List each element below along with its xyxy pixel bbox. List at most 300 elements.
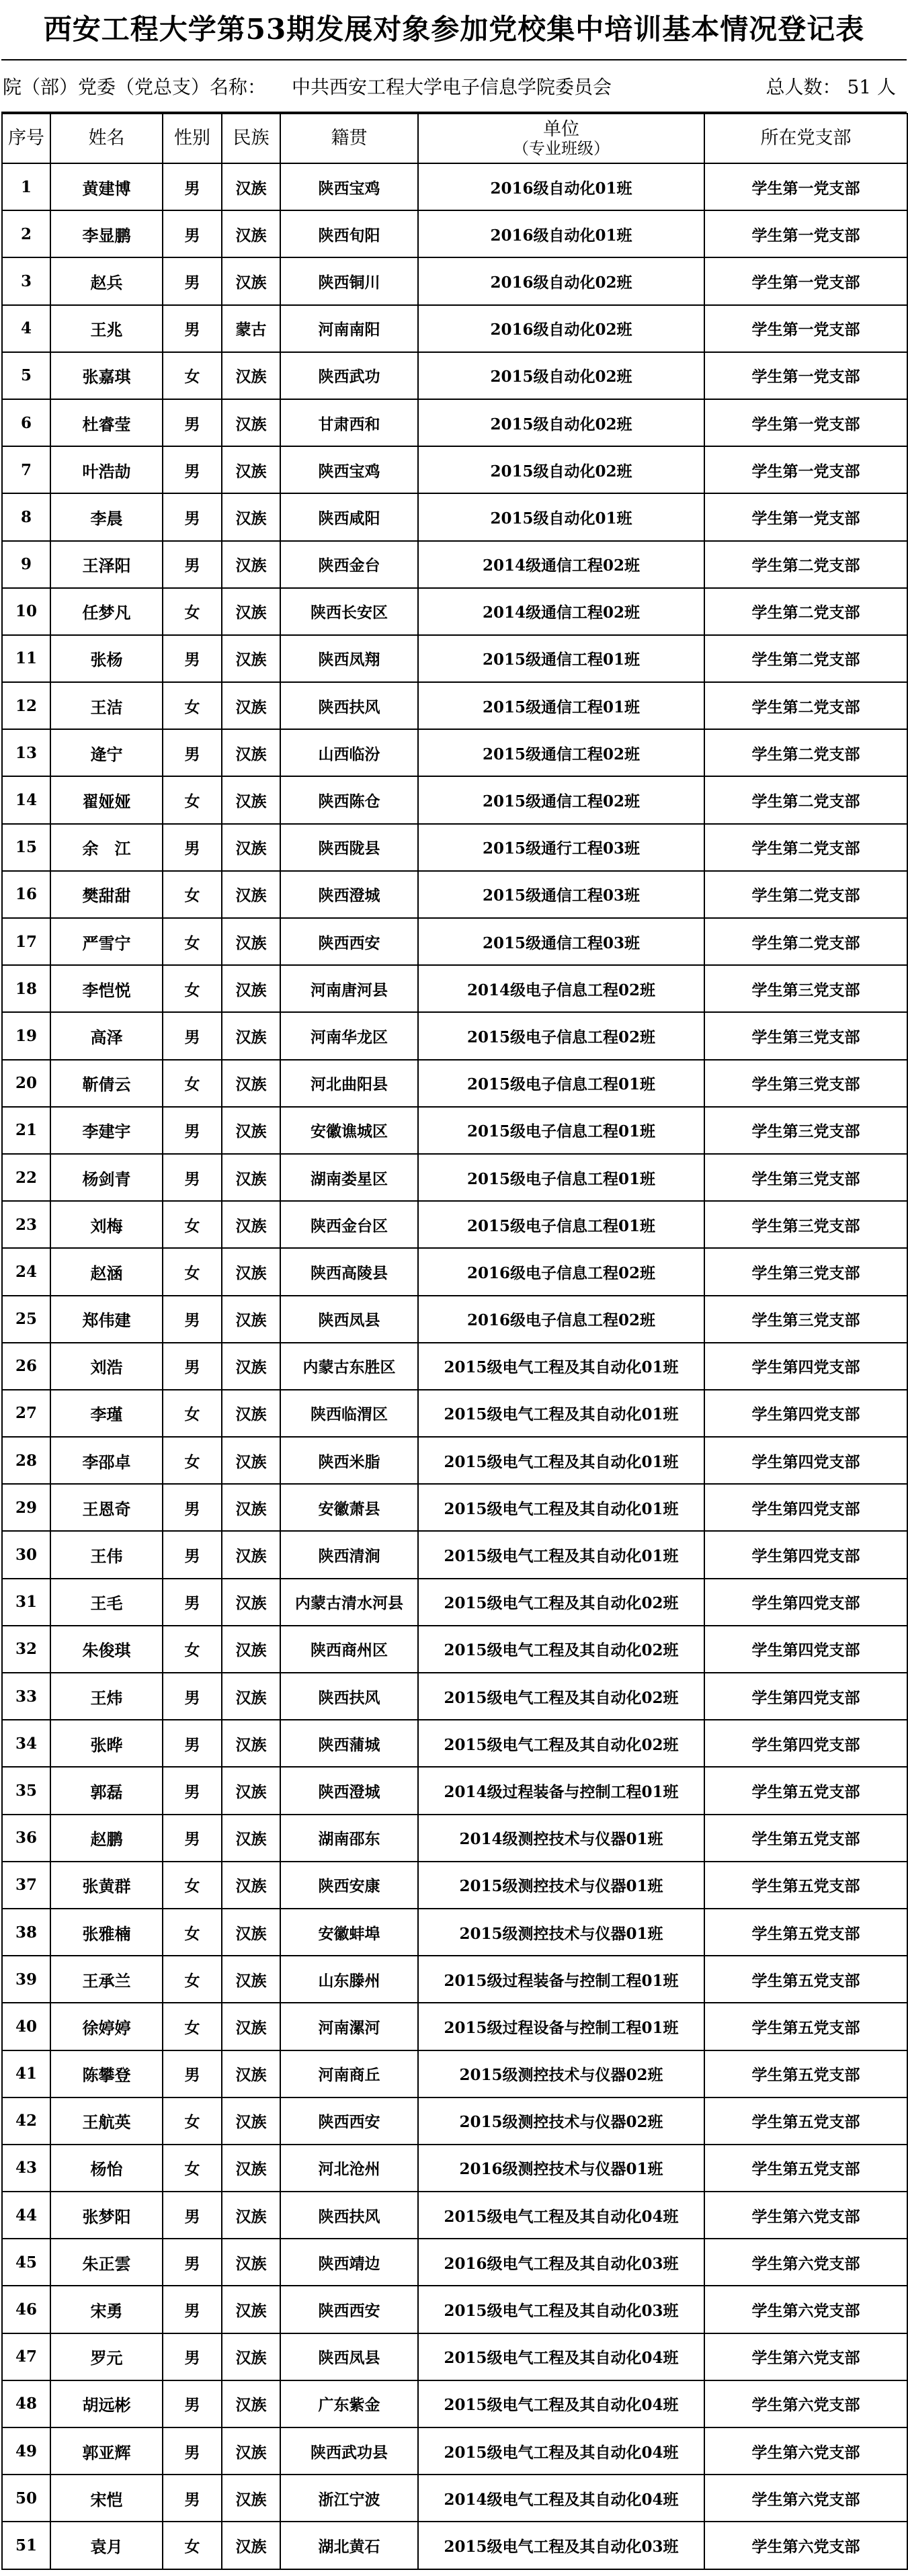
cell-sex: 男: [163, 493, 222, 540]
cell-no: 11: [2, 635, 50, 682]
cell-name: 高泽: [50, 1012, 163, 1059]
cell-ethnicity: 汉族: [222, 1012, 280, 1059]
table-row: [2, 635, 907, 682]
cell-origin: 湖南邵东: [280, 1815, 418, 1862]
cell-unit: 2015级测控技术与仪器02班: [418, 2097, 704, 2145]
table-row: [2, 210, 907, 257]
cell-unit: 2015级电气工程及其自动化04班: [418, 2333, 704, 2380]
cell-unit: 2015级通信工程02班: [418, 776, 704, 823]
cell-unit: 2015级电气工程及其自动化01班: [418, 1390, 704, 1437]
cell-sex: 女: [163, 1248, 222, 1295]
cell-unit: 2015级测控技术与仪器02班: [418, 2050, 704, 2097]
cell-sex: 女: [163, 871, 222, 918]
cell-ethnicity: 汉族: [222, 965, 280, 1012]
cell-ethnicity: 汉族: [222, 1154, 280, 1201]
cell-branch: 学生第一党支部: [704, 163, 907, 210]
cell-origin: 陕西蒲城: [280, 1720, 418, 1767]
table-row: [2, 1720, 907, 1767]
cell-ethnicity: 汉族: [222, 2050, 280, 2097]
cell-name: 余 江: [50, 824, 163, 871]
cell-name: 叶浩劼: [50, 446, 163, 493]
table-row: [2, 493, 907, 540]
cell-sex: 女: [163, 965, 222, 1012]
cell-no: 24: [2, 1248, 50, 1295]
cell-ethnicity: 汉族: [222, 1390, 280, 1437]
cell-no: 44: [2, 2192, 50, 2239]
cell-unit: 2015级电气工程及其自动化01班: [418, 1343, 704, 1390]
cell-sex: 女: [163, 2003, 222, 2050]
cell-ethnicity: 汉族: [222, 493, 280, 540]
cell-name: 王兆: [50, 305, 163, 352]
cell-origin: 陕西宝鸡: [280, 163, 418, 210]
cell-no: 48: [2, 2380, 50, 2427]
cell-ethnicity: 汉族: [222, 2427, 280, 2475]
cell-origin: 河南南阳: [280, 305, 418, 352]
cell-unit: 2016级自动化01班: [418, 210, 704, 257]
cell-branch: 学生第一党支部: [704, 210, 907, 257]
cell-sex: 男: [163, 2050, 222, 2097]
cell-origin: 河南漯河: [280, 2003, 418, 2050]
cell-name: 宋恺: [50, 2475, 163, 2522]
cell-branch: 学生第四党支部: [704, 1673, 907, 1720]
cell-origin: 陕西清涧: [280, 1531, 418, 1578]
cell-origin: 陕西米脂: [280, 1437, 418, 1484]
cell-unit: 2015级过程设备与控制工程01班: [418, 2003, 704, 2050]
cell-ethnicity: 汉族: [222, 1531, 280, 1578]
cell-branch: 学生第六党支部: [704, 2475, 907, 2522]
cell-name: 王恩奇: [50, 1484, 163, 1531]
cell-origin: 陕西西安: [280, 2097, 418, 2145]
cell-ethnicity: 汉族: [222, 541, 280, 588]
cell-name: 王毛: [50, 1579, 163, 1626]
cell-no: 34: [2, 1720, 50, 1767]
unit-name: 中共西安工程大学电子信息学院委员会: [292, 76, 612, 98]
cell-branch: 学生第二党支部: [704, 776, 907, 823]
cell-origin: 陕西临渭区: [280, 1390, 418, 1437]
cell-no: 29: [2, 1484, 50, 1531]
table-row: [2, 729, 907, 776]
table-row: [2, 1484, 907, 1531]
cell-branch: 学生第五党支部: [704, 1767, 907, 1814]
cell-unit: 2016级测控技术与仪器01班: [418, 2145, 704, 2192]
cell-origin: 河北曲阳县: [280, 1060, 418, 1107]
cell-ethnicity: 汉族: [222, 1720, 280, 1767]
header-sex: 性别: [163, 114, 222, 163]
cell-origin: 湖北黄石: [280, 2522, 418, 2569]
cell-unit: 2015级电气工程及其自动化04班: [418, 2380, 704, 2427]
cell-no: 21: [2, 1107, 50, 1154]
cell-no: 45: [2, 2239, 50, 2286]
cell-sex: 男: [163, 2475, 222, 2522]
cell-branch: 学生第二党支部: [704, 541, 907, 588]
cell-unit: 2015级通信工程03班: [418, 871, 704, 918]
cell-unit: 2015级电气工程及其自动化02班: [418, 1673, 704, 1720]
cell-no: 2: [2, 210, 50, 257]
table-row: [2, 965, 907, 1012]
cell-sex: 男: [163, 210, 222, 257]
cell-origin: 陕西凤翔: [280, 635, 418, 682]
cell-sex: 男: [163, 2380, 222, 2427]
cell-ethnicity: 汉族: [222, 1673, 280, 1720]
cell-ethnicity: 汉族: [222, 871, 280, 918]
cell-no: 16: [2, 871, 50, 918]
table-row: [2, 1626, 907, 1673]
cell-ethnicity: 汉族: [222, 1767, 280, 1814]
cell-no: 28: [2, 1437, 50, 1484]
cell-sex: 女: [163, 918, 222, 965]
table-row: [2, 2475, 907, 2522]
cell-origin: 陕西武功: [280, 352, 418, 399]
page-title: 西安工程大学第53期发展对象参加党校集中培训基本情况登记表: [43, 13, 865, 46]
table-row: [2, 1390, 907, 1437]
cell-branch: 学生第四党支部: [704, 1343, 907, 1390]
cell-unit: 2015级通信工程01班: [418, 682, 704, 729]
cell-ethnicity: 汉族: [222, 2192, 280, 2239]
cell-origin: 山东滕州: [280, 1956, 418, 2003]
cell-branch: 学生第四党支部: [704, 1437, 907, 1484]
table-row: [2, 682, 907, 729]
table-row: [2, 1909, 907, 1956]
cell-ethnicity: 蒙古: [222, 305, 280, 352]
cell-sex: 男: [163, 2192, 222, 2239]
cell-branch: 学生第五党支部: [704, 1909, 907, 1956]
cell-ethnicity: 汉族: [222, 635, 280, 682]
cell-unit: 2015级电子信息工程01班: [418, 1201, 704, 1248]
table-row: [2, 2286, 907, 2333]
cell-name: 李晨: [50, 493, 163, 540]
cell-ethnicity: 汉族: [222, 2003, 280, 2050]
cell-no: 4: [2, 305, 50, 352]
cell-name: 朱正雲: [50, 2239, 163, 2286]
cell-branch: 学生第二党支部: [704, 635, 907, 682]
table-row: [2, 1815, 907, 1862]
cell-branch: 学生第二党支部: [704, 871, 907, 918]
table-row: [2, 2427, 907, 2475]
cell-origin: 内蒙古东胜区: [280, 1343, 418, 1390]
table-row: [2, 824, 907, 871]
cell-sex: 男: [163, 729, 222, 776]
cell-branch: 学生第三党支部: [704, 1012, 907, 1059]
cell-unit: 2015级通信工程03班: [418, 918, 704, 965]
cell-origin: 陕西金台: [280, 541, 418, 588]
cell-sex: 男: [163, 635, 222, 682]
cell-origin: 安徽萧县: [280, 1484, 418, 1531]
cell-unit: 2014级电子信息工程02班: [418, 965, 704, 1012]
cell-origin: 陕西凤县: [280, 1296, 418, 1343]
cell-ethnicity: 汉族: [222, 1437, 280, 1484]
cell-branch: 学生第三党支部: [704, 1248, 907, 1295]
cell-sex: 男: [163, 1107, 222, 1154]
cell-origin: 陕西澄城: [280, 871, 418, 918]
cell-name: 张晔: [50, 1720, 163, 1767]
cell-no: 43: [2, 2145, 50, 2192]
cell-branch: 学生第六党支部: [704, 2333, 907, 2380]
table-row: [2, 776, 907, 823]
cell-unit: 2016级自动化02班: [418, 305, 704, 352]
cell-ethnicity: 汉族: [222, 2145, 280, 2192]
cell-no: 13: [2, 729, 50, 776]
cell-ethnicity: 汉族: [222, 1248, 280, 1295]
cell-sex: 男: [163, 1720, 222, 1767]
cell-name: 刘浩: [50, 1343, 163, 1390]
table-row: [2, 1767, 907, 1814]
cell-name: 任梦凡: [50, 588, 163, 635]
cell-name: 李恺悦: [50, 965, 163, 1012]
cell-name: 张黄群: [50, 1862, 163, 1909]
cell-unit: 2015级电子信息工程02班: [418, 1012, 704, 1059]
cell-sex: 男: [163, 163, 222, 210]
cell-ethnicity: 汉族: [222, 1107, 280, 1154]
cell-name: 李显鹏: [50, 210, 163, 257]
cell-unit: 2015级电气工程及其自动化01班: [418, 1484, 704, 1531]
info-bar: [1, 59, 907, 113]
cell-name: 王炜: [50, 1673, 163, 1720]
cell-unit: 2014级测控技术与仪器01班: [418, 1815, 704, 1862]
cell-unit: 2015级电气工程及其自动化02班: [418, 1626, 704, 1673]
cell-origin: 湖南娄星区: [280, 1154, 418, 1201]
cell-sex: 女: [163, 1201, 222, 1248]
cell-origin: 河南唐河县: [280, 965, 418, 1012]
cell-no: 14: [2, 776, 50, 823]
cell-branch: 学生第三党支部: [704, 965, 907, 1012]
cell-origin: 陕西宝鸡: [280, 446, 418, 493]
cell-branch: 学生第二党支部: [704, 588, 907, 635]
cell-ethnicity: 汉族: [222, 2286, 280, 2333]
cell-no: 50: [2, 2475, 50, 2522]
cell-name: 宋勇: [50, 2286, 163, 2333]
cell-no: 47: [2, 2333, 50, 2380]
cell-name: 逄宁: [50, 729, 163, 776]
cell-ethnicity: 汉族: [222, 2475, 280, 2522]
cell-branch: 学生第六党支部: [704, 2192, 907, 2239]
cell-ethnicity: 汉族: [222, 824, 280, 871]
cell-name: 刘梅: [50, 1201, 163, 1248]
cell-ethnicity: 汉族: [222, 163, 280, 210]
cell-sex: 女: [163, 1862, 222, 1909]
cell-name: 王泽阳: [50, 541, 163, 588]
table-row: [2, 1673, 907, 1720]
cell-no: 20: [2, 1060, 50, 1107]
cell-ethnicity: 汉族: [222, 446, 280, 493]
cell-branch: 学生第五党支部: [704, 1815, 907, 1862]
cell-ethnicity: 汉族: [222, 1343, 280, 1390]
cell-origin: 河南商丘: [280, 2050, 418, 2097]
cell-ethnicity: 汉族: [222, 729, 280, 776]
cell-name: 张嘉琪: [50, 352, 163, 399]
cell-name: 杜睿莹: [50, 399, 163, 446]
cell-sex: 女: [163, 682, 222, 729]
table-row: [2, 352, 907, 399]
cell-name: 张杨: [50, 635, 163, 682]
cell-no: 41: [2, 2050, 50, 2097]
cell-branch: 学生第五党支部: [704, 2145, 907, 2192]
cell-sex: 女: [163, 776, 222, 823]
cell-unit: 2015级电气工程及其自动化02班: [418, 1720, 704, 1767]
cell-no: 37: [2, 1862, 50, 1909]
cell-sex: 女: [163, 1437, 222, 1484]
cell-origin: 河北沧州: [280, 2145, 418, 2192]
table-row: [2, 2380, 907, 2427]
table-row: [2, 2522, 907, 2569]
cell-no: 26: [2, 1343, 50, 1390]
cell-branch: 学生第六党支部: [704, 2380, 907, 2427]
cell-origin: 陕西铜川: [280, 257, 418, 304]
cell-sex: 男: [163, 541, 222, 588]
table-row: [2, 1201, 907, 1248]
cell-no: 46: [2, 2286, 50, 2333]
cell-origin: 河南华龙区: [280, 1012, 418, 1059]
cell-no: 31: [2, 1579, 50, 1626]
table-row: [2, 2145, 907, 2192]
cell-ethnicity: 汉族: [222, 2097, 280, 2145]
cell-ethnicity: 汉族: [222, 2239, 280, 2286]
cell-no: 39: [2, 1956, 50, 2003]
cell-unit: 2015级电气工程及其自动化04班: [418, 2427, 704, 2475]
cell-branch: 学生第三党支部: [704, 1296, 907, 1343]
cell-sex: 男: [163, 257, 222, 304]
cell-origin: 陕西长安区: [280, 588, 418, 635]
header-origin: 籍贯: [280, 114, 418, 163]
cell-ethnicity: 汉族: [222, 588, 280, 635]
cell-ethnicity: 汉族: [222, 918, 280, 965]
cell-ethnicity: 汉族: [222, 1626, 280, 1673]
cell-ethnicity: 汉族: [222, 1815, 280, 1862]
cell-unit: 2015级自动化02班: [418, 352, 704, 399]
cell-branch: 学生第一党支部: [704, 493, 907, 540]
table-header-row: [2, 114, 907, 163]
cell-branch: 学生第四党支部: [704, 1390, 907, 1437]
cell-name: 樊甜甜: [50, 871, 163, 918]
cell-name: 黄建博: [50, 163, 163, 210]
cell-sex: 男: [163, 1815, 222, 1862]
cell-name: 赵兵: [50, 257, 163, 304]
cell-no: 19: [2, 1012, 50, 1059]
cell-unit: 2015级电气工程及其自动化02班: [418, 1579, 704, 1626]
table-row: [2, 1012, 907, 1059]
cell-ethnicity: 汉族: [222, 1484, 280, 1531]
cell-branch: 学生第六党支部: [704, 2239, 907, 2286]
cell-sex: 男: [163, 1767, 222, 1814]
cell-origin: 浙江宁波: [280, 2475, 418, 2522]
cell-name: 郑伟建: [50, 1296, 163, 1343]
cell-origin: 陕西扶风: [280, 1673, 418, 1720]
cell-name: 杨怡: [50, 2145, 163, 2192]
cell-ethnicity: 汉族: [222, 1956, 280, 2003]
total-label: 总人数：: [766, 76, 841, 98]
cell-origin: 陕西咸阳: [280, 493, 418, 540]
cell-branch: 学生第四党支部: [704, 1531, 907, 1578]
cell-sex: 男: [163, 2286, 222, 2333]
table-row: [2, 1107, 907, 1154]
table-row: [2, 918, 907, 965]
table-row: [2, 1531, 907, 1578]
cell-unit: 2015级电气工程及其自动化01班: [418, 1437, 704, 1484]
cell-no: 33: [2, 1673, 50, 1720]
table-row: [2, 1862, 907, 1909]
cell-ethnicity: 汉族: [222, 257, 280, 304]
cell-ethnicity: 汉族: [222, 2333, 280, 2380]
cell-unit: 2016级电子信息工程02班: [418, 1296, 704, 1343]
cell-branch: 学生第一党支部: [704, 352, 907, 399]
cell-name: 靳倩云: [50, 1060, 163, 1107]
cell-unit: 2015级通信工程02班: [418, 729, 704, 776]
cell-name: 王承兰: [50, 1956, 163, 2003]
header-unit: [418, 114, 704, 163]
cell-branch: 学生第四党支部: [704, 1626, 907, 1673]
cell-ethnicity: 汉族: [222, 776, 280, 823]
cell-sex: 女: [163, 1956, 222, 2003]
cell-sex: 男: [163, 1531, 222, 1578]
cell-sex: 男: [163, 1673, 222, 1720]
cell-sex: 女: [163, 1626, 222, 1673]
cell-unit: 2014级电气工程及其自动化04班: [418, 2475, 704, 2522]
cell-no: 27: [2, 1390, 50, 1437]
cell-no: 7: [2, 446, 50, 493]
cell-origin: 安徽谯城区: [280, 1107, 418, 1154]
cell-origin: 陕西旬阳: [280, 210, 418, 257]
cell-sex: 男: [163, 1012, 222, 1059]
table-row: [2, 2192, 907, 2239]
cell-no: 5: [2, 352, 50, 399]
cell-name: 赵涵: [50, 1248, 163, 1295]
cell-no: 49: [2, 2427, 50, 2475]
cell-unit: 2015级通行工程03班: [418, 824, 704, 871]
cell-origin: 广东紫金: [280, 2380, 418, 2427]
cell-unit: 2015级电子信息工程01班: [418, 1107, 704, 1154]
cell-sex: 男: [163, 1154, 222, 1201]
cell-branch: 学生第五党支部: [704, 2003, 907, 2050]
cell-name: 杨剑青: [50, 1154, 163, 1201]
cell-no: 22: [2, 1154, 50, 1201]
table-row: [2, 2050, 907, 2097]
table-row: [2, 2097, 907, 2145]
cell-ethnicity: 汉族: [222, 2522, 280, 2569]
unit-label: 院（部）党委（党总支）名称：: [3, 76, 267, 98]
cell-branch: 学生第五党支部: [704, 2050, 907, 2097]
cell-unit: 2015级过程装备与控制工程01班: [418, 1956, 704, 2003]
cell-sex: 女: [163, 2145, 222, 2192]
cell-no: 17: [2, 918, 50, 965]
table-row: [2, 163, 907, 210]
table-body: [2, 163, 907, 2569]
cell-branch: 学生第二党支部: [704, 824, 907, 871]
cell-name: 赵鹏: [50, 1815, 163, 1862]
cell-no: 10: [2, 588, 50, 635]
cell-sex: 男: [163, 1484, 222, 1531]
cell-no: 35: [2, 1767, 50, 1814]
table-row: [2, 1060, 907, 1107]
cell-branch: 学生第三党支部: [704, 1154, 907, 1201]
cell-branch: 学生第六党支部: [704, 2427, 907, 2475]
cell-unit: 2016级自动化01班: [418, 163, 704, 210]
cell-branch: 学生第三党支部: [704, 1201, 907, 1248]
cell-origin: 陕西扶风: [280, 2192, 418, 2239]
cell-sex: 男: [163, 305, 222, 352]
cell-unit: 2016级自动化02班: [418, 257, 704, 304]
cell-name: 张雅楠: [50, 1909, 163, 1956]
cell-name: 王洁: [50, 682, 163, 729]
cell-sex: 女: [163, 1390, 222, 1437]
cell-ethnicity: 汉族: [222, 1201, 280, 1248]
cell-unit: 2014级过程装备与控制工程01班: [418, 1767, 704, 1814]
header-unit-line1: 单位: [543, 118, 579, 140]
header-ethnicity: 民族: [222, 114, 280, 163]
cell-no: 1: [2, 163, 50, 210]
cell-origin: 陕西金台区: [280, 1201, 418, 1248]
cell-sex: 女: [163, 1060, 222, 1107]
table-row: [2, 2003, 907, 2050]
cell-name: 李瑾: [50, 1390, 163, 1437]
